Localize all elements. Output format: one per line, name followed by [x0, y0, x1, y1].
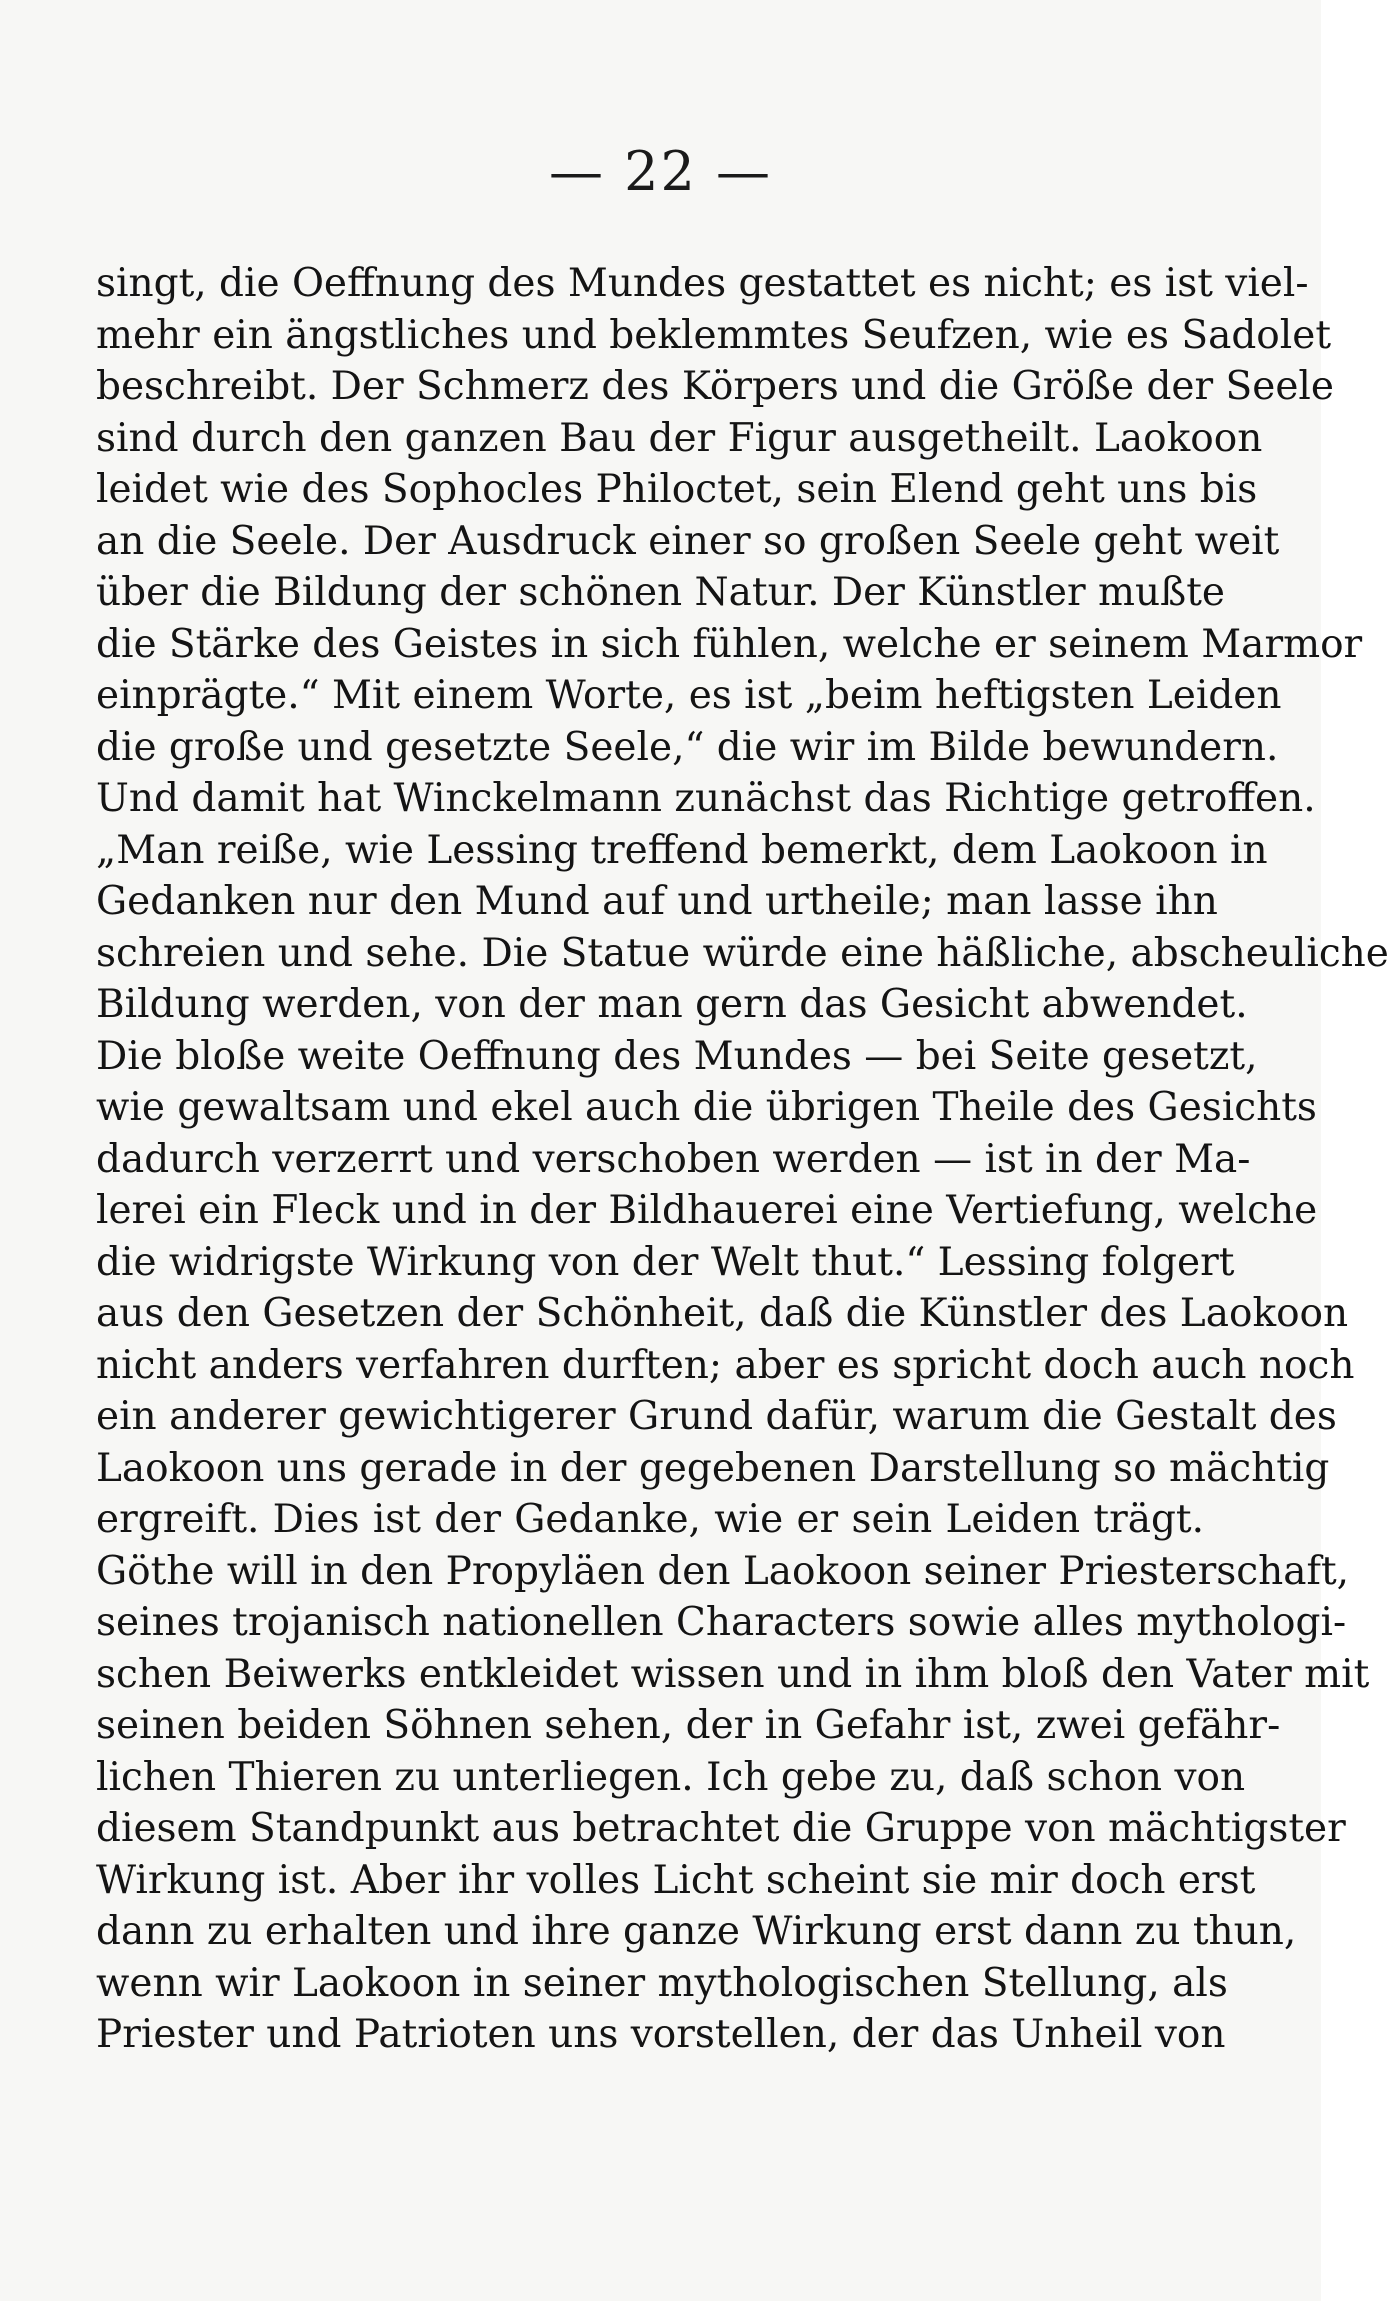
- text-line: lichen Thieren zu unterliegen. Ich gebe zu, daß schon von: [96, 1754, 1246, 1800]
- text-line: einprägte.“ Mit einem Worte, es ist „beim heftigsten Leiden: [96, 673, 1282, 718]
- text-line: ein anderer gewichtigerer Grund dafür, warum die Gestalt des: [96, 1394, 1337, 1439]
- text-line: „Man reiße, wie Lessing treffend bemerkt, dem Laokoon in: [96, 827, 1268, 873]
- text-line: beschreibt. Der Schmerz des Körpers und die Größe der Seele: [96, 364, 1334, 409]
- text-line: an die Seele. Der Ausdruck einer so großen Seele geht weit: [96, 518, 1280, 564]
- text-line: lerei ein Fleck und in der Bildhauerei eine Vertiefung, welche: [96, 1188, 1318, 1233]
- body-text: [96, 258, 1389, 2061]
- text-line: mehr ein ängstliches und beklemmtes Seufzen, wie es Sadolet: [96, 312, 1332, 358]
- text-line: die Stärke des Geistes in sich fühlen, welche er seinem Marmor: [96, 621, 1363, 667]
- text-line: ergreift. Dies ist der Gedanke, wie er sein Leiden trägt.: [96, 1497, 1204, 1542]
- text-line: wie gewaltsam und ekel auch die übrigen Theile des Gesichts: [96, 1085, 1317, 1130]
- text-line: Laokoon uns gerade in der gegebenen Darstellung so mächtig: [96, 1445, 1330, 1491]
- text-line: dann zu erhalten und ihre ganze Wirkung erst dann zu thun,: [96, 1909, 1297, 1954]
- text-line: leidet wie des Sophocles Philoctet, sein Elend geht uns bis: [96, 467, 1258, 512]
- text-line: die widrigste Wirkung von der Welt thut.“ Lessing folgert: [96, 1239, 1235, 1285]
- text-line: diesem Standpunkt aus betrachtet die Gruppe von mächtigster: [96, 1806, 1346, 1851]
- text-line: Bildung werden, von der man gern das Gesicht abwendet.: [96, 982, 1248, 1027]
- text-line: Gedanken nur den Mund auf und urtheile; man lasse ihn: [96, 879, 1218, 924]
- text-line: seinen beiden Söhnen sehen, der in Gefahr ist, zwei gefähr-: [96, 1703, 1281, 1748]
- text-line: seines trojanisch nationellen Characters sowie alles mythologi-: [96, 1600, 1347, 1645]
- text-line: dadurch verzerrt und verschoben werden — ist in der Ma-: [96, 1136, 1251, 1182]
- text-line: die große und gesetzte Seele,“ die wir im Bilde bewundern.: [96, 724, 1279, 770]
- text-line: Die bloße weite Oeffnung des Mundes — bei Seite gesetzt,: [96, 1033, 1258, 1079]
- text-line: nicht anders verfahren durften; aber es spricht doch auch noch: [96, 1342, 1355, 1388]
- page-number: — 22 —: [548, 140, 773, 203]
- text-line: wenn wir Laokoon in seiner mythologischen Stellung, als: [96, 1960, 1228, 2006]
- text-line: Wirkung ist. Aber ihr volles Licht scheint sie mir doch erst: [96, 1857, 1256, 1903]
- text-line: aus den Gesetzen der Schönheit, daß die Künstler des Laokoon: [96, 1291, 1349, 1336]
- text-line: schen Beiwerks entkleidet wissen und in ihm bloß den Vater mit: [96, 1651, 1370, 1697]
- text-line: schreien und sehe. Die Statue würde eine häßliche, abscheuliche: [96, 930, 1389, 976]
- text-line: Und damit hat Winckelmann zunächst das Richtige getroffen.: [96, 776, 1316, 821]
- text-line: singt, die Oeffnung des Mundes gestattet es nicht; es ist viel-: [96, 261, 1309, 306]
- text-line: Göthe will in den Propyläen den Laokoon seiner Priesterschaft,: [96, 1548, 1350, 1594]
- text-line: über die Bildung der schönen Natur. Der Künstler mußte: [96, 570, 1225, 615]
- text-line: Priester und Patrioten uns vorstellen, der das Unheil von: [96, 2012, 1226, 2057]
- text-line: sind durch den ganzen Bau der Figur ausgetheilt. Laokoon: [96, 415, 1263, 461]
